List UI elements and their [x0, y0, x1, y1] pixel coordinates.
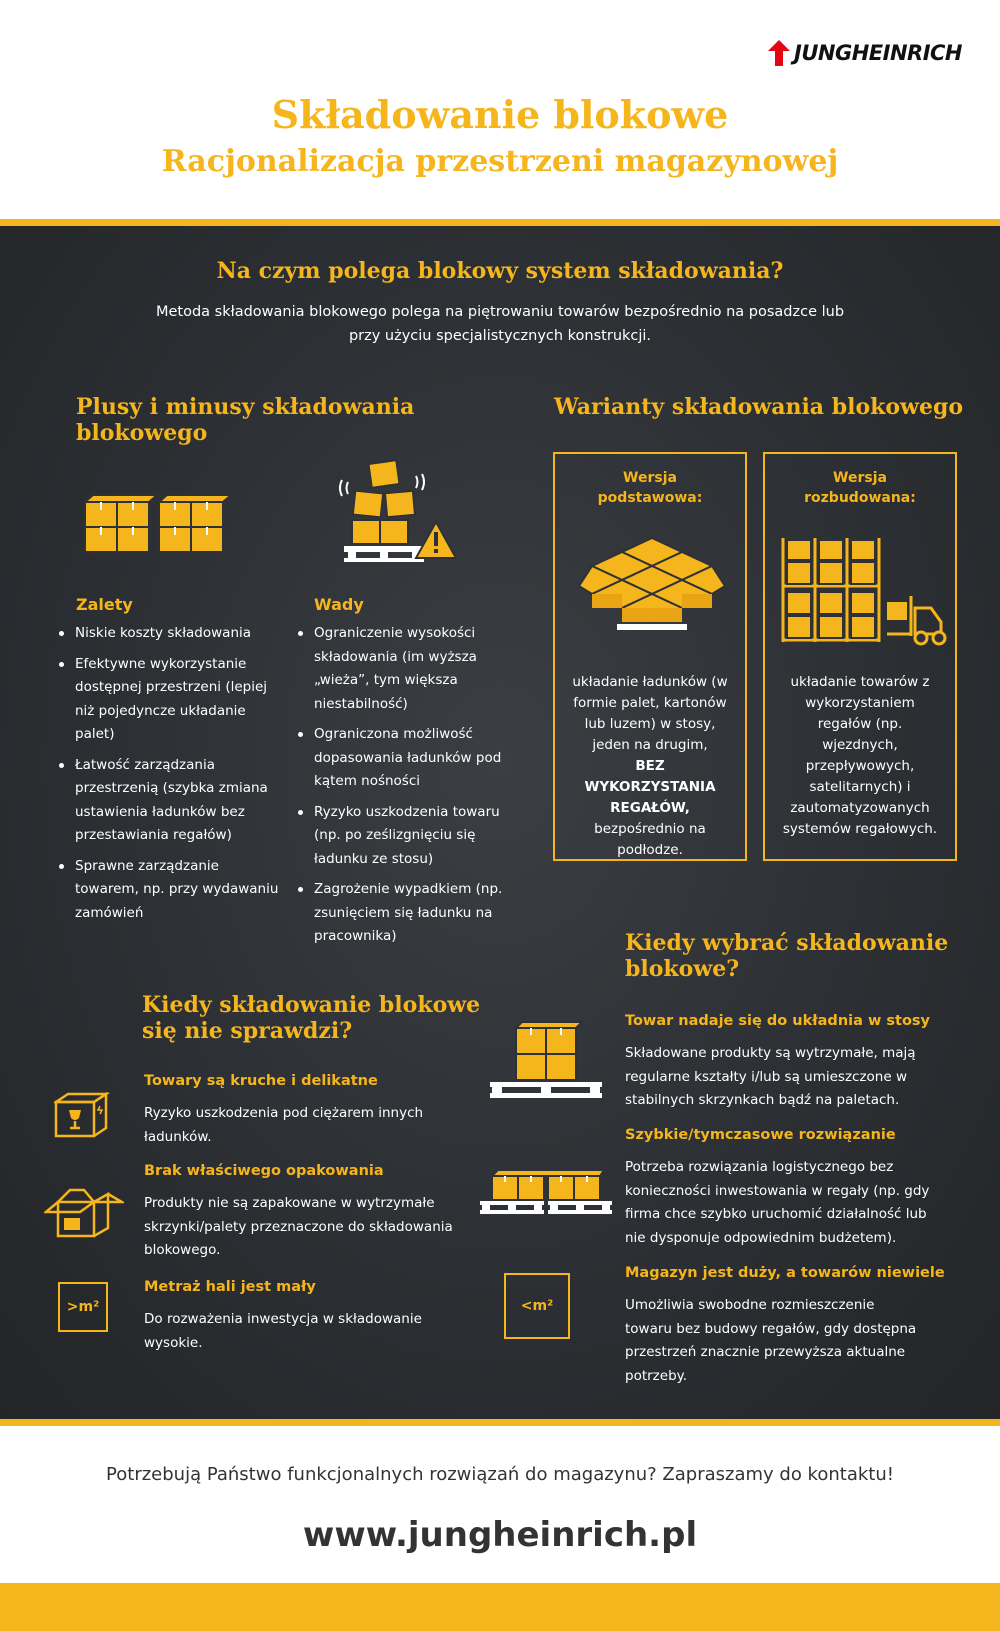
header: [0, 0, 1000, 222]
open-box-icon: [44, 1186, 124, 1238]
footer-url-link[interactable]: www.jungheinrich.pl: [302, 1515, 698, 1555]
stacked-boxes-icon: [84, 494, 236, 560]
list-item: Sprawne zarządzanie towarem, np. przy wydawaniu zamówień: [59, 855, 279, 926]
list-item: Łatwość zarządzania przestrzenią (szybka zmiana ustawienia ładunków bez przestawiania regałów): [59, 754, 279, 848]
pros-cons-title: Plusy i minusy składowania blokowego: [76, 394, 415, 446]
list-item: Ograniczona możliwość dopasowania ładunków pod kątem nośności: [298, 723, 508, 794]
pallet-grid-icon: [577, 536, 727, 636]
when-not-item-text: Ryzyko uszkodzenia pod ciężarem innych ładunków.: [144, 1105, 424, 1145]
page-subtitle: Racjonalizacja przestrzeni magazynowej: [161, 144, 839, 179]
logo-arrow-icon: [768, 40, 790, 66]
variant-basic-card: [553, 452, 747, 861]
when-not-title: Kiedy składowanie blokowe się nie sprawdzi?: [142, 992, 481, 1044]
when-not-item-text: Produkty nie są zapakowane w wytrzymałe skrzynki/palety przeznaczone do składowania blokowego.: [144, 1195, 453, 1258]
fragile-box-icon: [54, 1092, 110, 1138]
list-item: Ograniczenie wysokości składowania (im wyższa „wieża”, tym większa niestabilność): [298, 622, 508, 716]
variant-extended-card: [763, 452, 957, 861]
cons-heading: Wady: [314, 595, 364, 614]
list-item: Niskie koszty składowania: [59, 622, 279, 646]
variants-title: Warianty składowania blokowego: [554, 394, 964, 420]
when-yes-title: Kiedy wybrać składowanie blokowe?: [625, 930, 949, 982]
when-yes-item-text: Potrzeba rozwiązania logistycznego bez konieczności inwestowania w regały (np. gdy firma chce szybko uruchomić działalność lub nie dysponuje odpowiednim budżetem).: [625, 1159, 930, 1246]
when-yes-item-text: Składowane produkty są wytrzymałe, mają regularne kształty i/lub są umieszczone w stabilnych skrzynkach bądź na paletach.: [625, 1045, 916, 1108]
unstable-stack-warning-icon: [338, 458, 458, 570]
single-layer-pallets-icon: [478, 1168, 614, 1216]
variant-extended-title: Wersja rozbudowana:: [804, 470, 916, 506]
when-not-item-heading: Towary są kruche i delikatne: [144, 1073, 378, 1089]
when-yes-item-heading: Szybkie/tymczasowe rozwiązanie: [625, 1127, 896, 1143]
footer-accent-bar: [0, 1583, 1000, 1631]
when-yes-item-text: Umożliwia swobodne rozmieszczenie towaru bez budowy regałów, gdy dostępna przestrzeń znacznie przewyższa aktualne potrzeby.: [625, 1297, 917, 1384]
pros-list: [59, 622, 279, 932]
when-not-item-heading: Metraż hali jest mały: [144, 1279, 316, 1295]
variant-basic-text: układanie ładunków (w formie palet, kartonów lub luzem) w stosy, jeden na drugim, BEZ WYKORZYSTANIA REGAŁÓW, bezpośrednio na podłodze.: [572, 674, 728, 858]
logo-text: JUNGHEINRICH: [794, 41, 962, 65]
small-area-icon: <m²: [504, 1273, 570, 1339]
intro-text: Metoda składowania blokowego polega na piętrowaniu towarów bezpośrednio na posadzce lub przy użyciu specjalistycznych konstrukcji.: [155, 304, 845, 344]
footer-cta: Potrzebują Państwo funkcjonalnych rozwiązań do magazynu? Zapraszamy do kontaktu!: [106, 1464, 894, 1485]
intro-question: Na czym polega blokowy system składowania?: [216, 258, 784, 284]
when-yes-item-heading: Magazyn jest duży, a towarów niewiele: [625, 1265, 945, 1281]
variant-extended-text: układanie towarów z wykorzystaniem regałów (np. wjezdnych, przepływowych, satelitarnych) i zautomatyzowanych systemów regałowych.: [782, 674, 938, 837]
page-title: Składowanie blokowe: [271, 92, 729, 137]
when-not-item-heading: Brak właściwego opakowania: [144, 1163, 384, 1179]
brand-logo[interactable]: [768, 40, 962, 66]
pallet-stack-icon: [488, 1020, 604, 1100]
list-item: Ryzyko uszkodzenia towaru (np. po ześlizgnięciu się ładunku ze stosu): [298, 801, 508, 872]
list-item: Efektywne wykorzystanie dostępnej przestrzeni (lepiej niż pojedyncze układanie palet): [59, 653, 279, 747]
top-accent-bar: [0, 219, 1000, 226]
racking-forklift-icon: [781, 536, 951, 646]
when-not-item-text: Do rozważenia inwestycja w składowanie wysokie.: [144, 1311, 422, 1351]
list-item: Zagrożenie wypadkiem (np. zsunięciem się ładunku na pracownika): [298, 878, 508, 949]
when-yes-item-heading: Towar nadaje się do układnia w stosy: [625, 1013, 930, 1029]
cons-list: [298, 622, 508, 956]
large-area-icon: >m²: [58, 1282, 108, 1332]
pros-heading: Zalety: [76, 595, 133, 614]
bottom-accent-bar: [0, 1419, 1000, 1426]
variant-basic-title: Wersja podstawowa:: [597, 470, 703, 506]
